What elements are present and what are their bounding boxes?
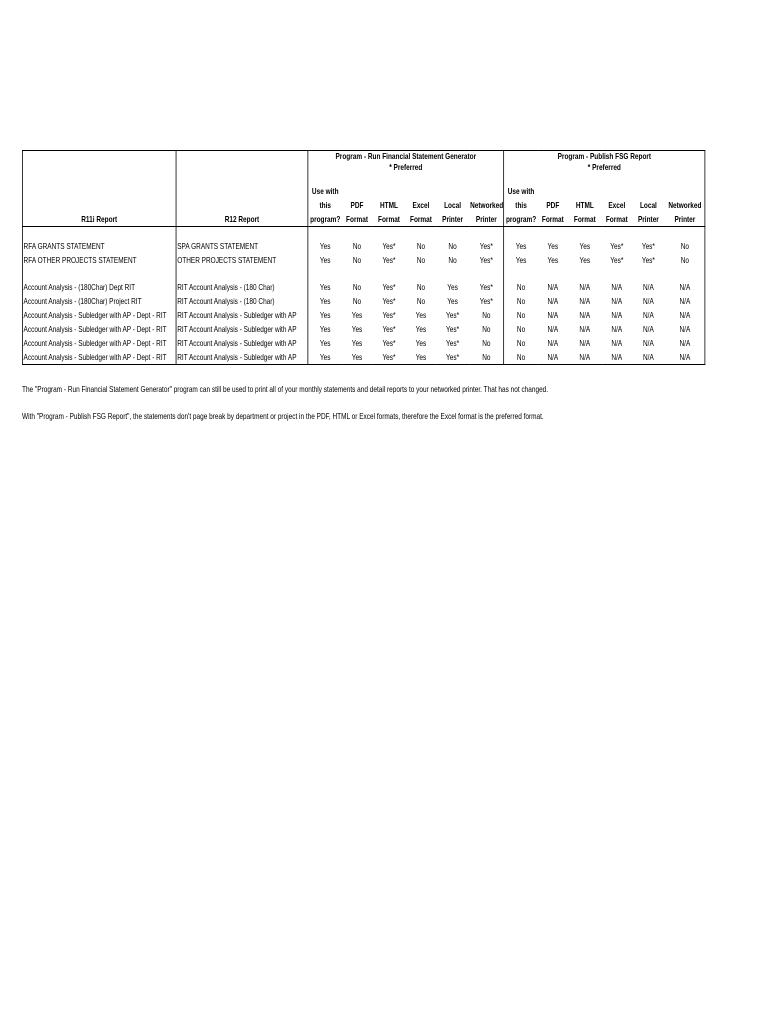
pub-use-cell: Yes	[515, 255, 527, 265]
header-row-line2	[22, 198, 705, 212]
pub-pdf-cell: N/A	[547, 282, 559, 292]
r11i-report-cell: Account Analysis - Subledger with AP - Dept - RIT	[22, 322, 176, 336]
pub-use-cell: No	[516, 296, 526, 306]
header-row-blank	[22, 173, 705, 184]
header-row-preferred	[22, 162, 705, 173]
pub-local-header-l1: Local	[639, 200, 657, 210]
pub-networked-cell: N/A	[665, 350, 705, 365]
run-networked-header-l2: Printer	[469, 212, 503, 227]
run-html-cell: Yes*	[382, 338, 396, 348]
r11i-report-cell: Account Analysis - (180Char) Project RIT	[22, 294, 176, 308]
run-html-header-l2: Format	[372, 212, 406, 227]
note-publish-fsg: With "Program - Publish FSG Report", the statements don't page break by department or project in the PDF, HTML or Excel formats, therefore the Excel format is the preferred format.	[22, 411, 544, 421]
pub-networked-cell: No	[665, 239, 705, 253]
pub-html-cell: N/A	[579, 282, 591, 292]
table-row	[22, 253, 705, 267]
run-pdf-cell: No	[352, 296, 362, 306]
run-html-cell: Yes*	[382, 255, 396, 265]
publish-fsg-group-title: Program - Publish FSG Report	[504, 151, 705, 163]
run-fsg-group-title: Program - Run Financial Statement Generator	[308, 151, 504, 163]
pub-networked-cell: N/A	[665, 308, 705, 322]
run-html-cell: Yes*	[382, 296, 396, 306]
r12-report-cell: RIT Account Analysis - (180 Char)	[176, 280, 308, 294]
r11i-report-cell: RFA GRANTS STATEMENT	[22, 239, 176, 253]
pub-local-cell: N/A	[643, 296, 654, 306]
r12-report-cell: SPA GRANTS STATEMENT	[176, 239, 308, 253]
run-use-header-l2: this	[319, 200, 331, 210]
pub-local-cell: Yes*	[641, 241, 655, 251]
r12-report-cell: OTHER PROJECTS STATEMENT	[176, 253, 308, 267]
pub-excel-cell: N/A	[611, 324, 623, 334]
table-row	[22, 322, 705, 336]
run-networked-cell: No	[469, 308, 503, 322]
r12-report-cell: RIT Account Analysis - (180 Char)	[176, 294, 308, 308]
run-local-cell: Yes*	[446, 310, 460, 320]
run-local-cell: Yes	[447, 296, 458, 306]
run-local-header-l1: Local	[444, 200, 462, 210]
pub-local-header-l2: Printer	[632, 212, 666, 227]
run-networked-cell: Yes*	[469, 294, 503, 308]
run-networked-cell: No	[469, 350, 503, 365]
pub-pdf-cell: Yes	[547, 241, 559, 251]
pub-pdf-cell: N/A	[547, 296, 559, 306]
run-pdf-cell: No	[352, 282, 362, 292]
pub-html-cell: N/A	[579, 324, 591, 334]
pub-networked-header-l1: Networked	[665, 198, 705, 212]
pub-html-header-l1: HTML	[575, 200, 594, 210]
pub-pdf-header-l1: PDF	[546, 200, 560, 210]
pub-pdf-cell: N/A	[538, 350, 568, 365]
r11i-report-cell: Account Analysis - Subledger with AP - Dept - RIT	[22, 350, 176, 365]
pub-pdf-cell: N/A	[547, 324, 559, 334]
run-local-cell: No	[448, 241, 457, 251]
run-networked-cell: Yes*	[469, 253, 503, 267]
pub-excel-cell: N/A	[611, 310, 623, 320]
note-run-fsg: The "Program - Run Financial Statement Generator" program can still be used to print all of your monthly statements and detail reports to your networked printer. That has not changed.	[22, 384, 549, 394]
run-excel-cell: No	[416, 255, 426, 265]
pub-html-cell: Yes	[579, 255, 591, 265]
pub-excel-cell: Yes*	[610, 241, 624, 251]
run-html-cell: Yes*	[382, 324, 396, 334]
pub-networked-cell: N/A	[665, 336, 705, 350]
pub-local-cell: N/A	[643, 310, 654, 320]
r12-report-cell: RIT Account Analysis - Subledger with AP	[176, 308, 308, 322]
pub-html-cell: N/A	[579, 310, 591, 320]
run-networked-header-l1: Networked	[470, 200, 504, 210]
run-excel-header-l1: Excel	[412, 200, 430, 210]
run-pdf-header-l2: Format	[342, 212, 372, 227]
r12-report-cell: RIT Account Analysis - Subledger with AP	[176, 350, 308, 365]
pub-excel-cell: N/A	[611, 282, 623, 292]
pub-excel-cell: N/A	[611, 338, 623, 348]
run-html-cell: Yes*	[382, 310, 396, 320]
pub-excel-header-l2: Format	[602, 212, 632, 227]
run-networked-cell: Yes*	[469, 280, 503, 294]
pub-html-cell: N/A	[579, 296, 591, 306]
r11i-report-cell: RFA OTHER PROJECTS STATEMENT	[22, 253, 176, 267]
pub-local-cell: N/A	[643, 282, 654, 292]
table-row	[22, 294, 705, 308]
pub-pdf-cell: Yes	[547, 255, 559, 265]
pub-use-cell: No	[504, 350, 538, 365]
pub-excel-cell: N/A	[602, 350, 632, 365]
pub-networked-cell: N/A	[665, 280, 705, 294]
pub-networked-cell: No	[665, 253, 705, 267]
pub-pdf-header-l2: Format	[538, 212, 568, 227]
table-row	[22, 239, 705, 253]
run-use-header-l1: Use with	[311, 186, 339, 196]
run-use-cell: Yes	[319, 255, 331, 265]
run-local-cell: Yes*	[446, 324, 460, 334]
r11i-report-cell: Account Analysis - Subledger with AP - Dept - RIT	[22, 308, 176, 322]
header-row-line3	[22, 212, 705, 227]
run-preferred-note: * Preferred	[308, 162, 504, 173]
run-excel-cell: Yes	[415, 338, 427, 348]
run-pdf-cell: Yes	[342, 350, 372, 365]
run-use-cell: Yes	[319, 282, 331, 292]
run-use-cell: Yes	[319, 241, 331, 251]
run-html-cell: Yes*	[382, 241, 396, 251]
run-excel-header-l2: Format	[406, 212, 436, 227]
run-excel-cell: No	[416, 241, 426, 251]
pub-pdf-cell: N/A	[547, 338, 559, 348]
run-excel-cell: Yes	[415, 324, 427, 334]
account-analysis-rows	[22, 280, 705, 365]
run-use-cell: Yes	[319, 338, 331, 348]
r12-report-cell: RIT Account Analysis - Subledger with AP	[176, 336, 308, 350]
pub-html-cell: N/A	[568, 350, 602, 365]
run-use-cell: Yes	[319, 296, 331, 306]
pub-networked-header-l2: Printer	[665, 212, 705, 227]
run-html-cell: Yes*	[372, 350, 406, 365]
pub-use-cell: No	[516, 338, 526, 348]
run-excel-cell: Yes	[406, 350, 436, 365]
table-row	[22, 350, 705, 365]
run-html-cell: Yes*	[382, 282, 396, 292]
run-use-cell: Yes	[308, 350, 342, 365]
pub-networked-cell: N/A	[665, 322, 705, 336]
pub-html-header-l2: Format	[568, 212, 602, 227]
r11i-report-cell: Account Analysis - (180Char) Dept RIT	[22, 280, 176, 294]
pub-use-header-l3: program?	[504, 212, 538, 227]
run-pdf-cell: Yes	[351, 338, 363, 348]
pub-excel-header-l1: Excel	[608, 200, 626, 210]
run-networked-cell: Yes*	[469, 239, 503, 253]
run-excel-cell: Yes	[415, 310, 427, 320]
pub-use-cell: Yes	[515, 241, 527, 251]
pub-networked-cell: N/A	[665, 294, 705, 308]
run-use-cell: Yes	[319, 310, 331, 320]
table-row	[22, 336, 705, 350]
pub-excel-cell: Yes*	[610, 255, 624, 265]
pub-excel-cell: N/A	[611, 296, 623, 306]
pub-use-cell: No	[516, 310, 526, 320]
pub-pdf-cell: N/A	[547, 310, 559, 320]
pub-use-cell: No	[516, 282, 526, 292]
run-local-cell: No	[448, 255, 457, 265]
r12-report-cell: RIT Account Analysis - Subledger with AP	[176, 322, 308, 336]
run-html-header-l1: HTML	[379, 200, 398, 210]
r11i-report-cell: Account Analysis - Subledger with AP - Dept - RIT	[22, 336, 176, 350]
publish-preferred-note: * Preferred	[504, 162, 705, 173]
pub-local-cell: N/A	[643, 338, 654, 348]
pub-local-cell: Yes*	[641, 255, 655, 265]
run-local-cell: Yes*	[436, 350, 470, 365]
pub-html-cell: N/A	[579, 338, 591, 348]
pub-html-cell: Yes	[579, 241, 591, 251]
run-local-cell: Yes	[447, 282, 458, 292]
pub-use-header-l1: Use with	[507, 186, 535, 196]
run-pdf-cell: Yes	[351, 310, 363, 320]
run-use-cell: Yes	[319, 324, 331, 334]
run-pdf-cell: No	[352, 255, 362, 265]
pub-use-header-l2: this	[515, 200, 527, 210]
r12-report-header: R12 Report	[176, 212, 308, 227]
run-networked-cell: No	[469, 336, 503, 350]
pub-local-cell: N/A	[643, 324, 654, 334]
run-use-header-l3: program?	[308, 212, 342, 227]
report-comparison-table	[22, 150, 705, 365]
run-local-cell: Yes*	[446, 338, 460, 348]
table-row	[22, 280, 705, 294]
header-row-group-title	[22, 151, 705, 163]
table-row	[22, 308, 705, 322]
run-local-header-l2: Printer	[436, 212, 470, 227]
run-pdf-cell: No	[352, 241, 362, 251]
run-excel-cell: No	[416, 296, 426, 306]
run-networked-cell: No	[469, 322, 503, 336]
header-row-line1	[22, 184, 705, 198]
run-pdf-cell: Yes	[351, 324, 363, 334]
pub-use-cell: No	[516, 324, 526, 334]
run-pdf-header-l1: PDF	[350, 200, 364, 210]
grants-rows	[22, 239, 705, 267]
pub-local-cell: N/A	[632, 350, 666, 365]
r11i-report-header: R11i Report	[22, 212, 176, 227]
run-excel-cell: No	[416, 282, 426, 292]
